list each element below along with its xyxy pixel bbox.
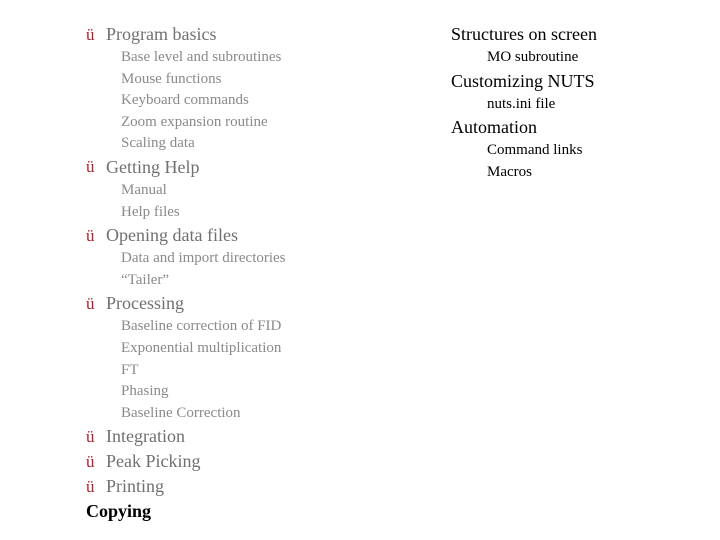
checkmark-icon: ü: [86, 476, 95, 496]
topic-automation: Automation: [451, 117, 537, 138]
topic-label: Program basics: [106, 24, 217, 44]
checkmark-icon: ü: [86, 451, 95, 471]
subtopic: Base level and subroutines: [121, 49, 282, 65]
subtopic: Baseline correction of FID: [121, 318, 282, 335]
topic-program-basics: [86, 22, 386, 47]
subtopic: Data and import directories: [121, 250, 286, 267]
subtopic: nuts.ini file: [487, 95, 556, 112]
subtopic: Macros: [487, 163, 532, 180]
subtopic: MO subroutine: [487, 49, 579, 65]
topic-copying: [86, 499, 386, 524]
subtopic: FT: [121, 361, 139, 378]
subtopic: Scaling data: [121, 135, 195, 152]
topic-structures-on-screen: Structures on screen: [451, 24, 597, 44]
subtopic: Phasing: [121, 383, 169, 400]
topic-label: Printing: [106, 476, 165, 497]
topic-label: Getting Help: [106, 156, 200, 177]
left-topic-list: [86, 22, 386, 524]
topic-label: Copying: [86, 501, 152, 522]
subtopic: “Tailer”: [121, 271, 170, 288]
right-topic-list: [451, 22, 711, 183]
checkmark-icon: ü: [86, 157, 95, 177]
subtopic: Mouse functions: [121, 70, 222, 87]
checkmark-icon: ü: [86, 426, 95, 446]
topic-label: Processing: [106, 293, 184, 314]
subtopic: Command links: [487, 142, 583, 159]
checkmark-icon: ü: [86, 293, 95, 313]
subtopic: Help files: [121, 203, 180, 220]
subtopic: Exponential multiplication: [121, 339, 282, 356]
topic-processing: [86, 291, 386, 316]
subtopic: Manual: [121, 181, 167, 198]
subtopic: Zoom expansion routine: [121, 113, 268, 130]
topic-opening-data-files: [86, 223, 386, 248]
checkmark-icon: ü: [86, 24, 95, 44]
topic-label: Integration: [106, 426, 185, 447]
topic-label: Opening data files: [106, 225, 238, 246]
subtopic: Baseline Correction: [121, 404, 241, 421]
subtopic: Keyboard commands: [121, 92, 249, 109]
checkmark-icon: ü: [86, 225, 95, 245]
topic-getting-help: [86, 155, 386, 180]
topic-peak-picking: [86, 449, 386, 474]
topic-customizing-nuts: Customizing NUTS: [451, 70, 595, 91]
topic-label: Peak Picking: [106, 451, 201, 472]
topic-printing: [86, 474, 386, 499]
topic-integration: [86, 424, 386, 449]
